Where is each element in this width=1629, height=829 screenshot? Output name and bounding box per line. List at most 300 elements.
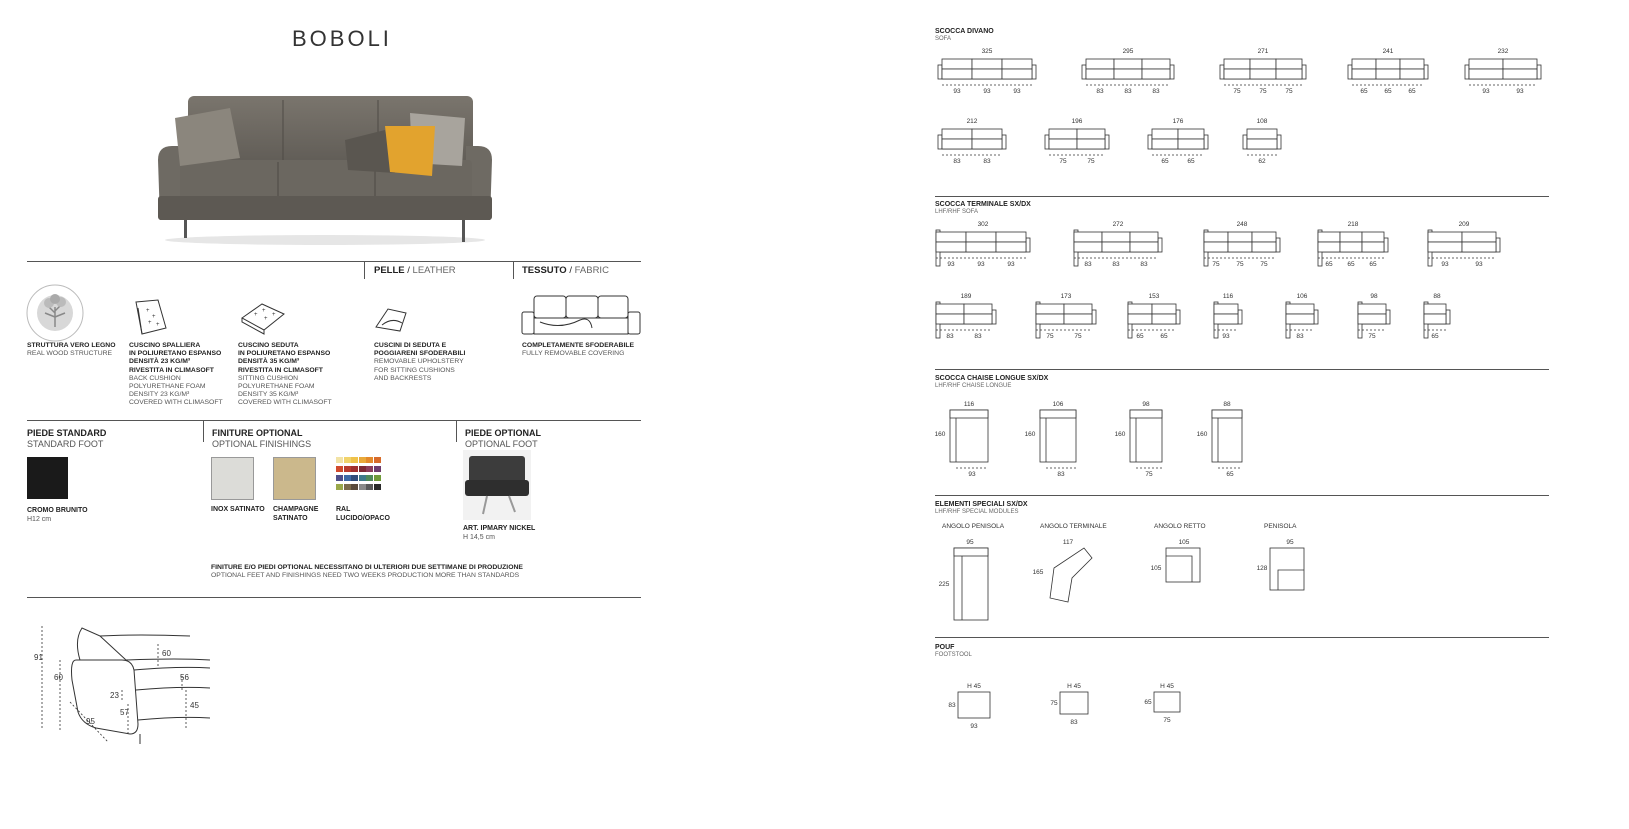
back-cushion: [964, 304, 992, 314]
pouf-height-label: H 45: [1067, 683, 1081, 690]
seat-cushion: [1318, 242, 1340, 252]
seat-cushion: [936, 242, 966, 252]
back-cushion: [1128, 304, 1152, 314]
module-seat-width: 75: [1233, 88, 1241, 95]
armrest: [1465, 65, 1469, 79]
ral-color-chip: [374, 457, 381, 463]
back-cushion: [966, 232, 996, 242]
seat-cushion: [1340, 242, 1362, 252]
module-width-label: 98: [1370, 293, 1378, 300]
module-drawing: [1358, 293, 1390, 340]
back-cushion: [936, 232, 966, 242]
seat-cushion: [1424, 314, 1446, 324]
product-title: BOBOLI: [292, 26, 392, 51]
back-cushion: [942, 129, 972, 139]
ral-color-chip: [374, 475, 381, 481]
armrest: [1537, 65, 1541, 79]
armrest: [1105, 135, 1109, 149]
production-note: FINITURE E/O PIEDI OPTIONAL NECESSITANO DI ULTERIORI DUE SETTIMANE DI PRODUZIONE OPTIONAL FEET AND FINISHINGS NEED TWO WEEKS PRODUCTION MORE THAN STANDARDS: [211, 564, 523, 579]
seat-cushion: [1152, 314, 1176, 324]
module-seat-width: 65: [1408, 88, 1416, 95]
seat-cushion: [964, 314, 992, 324]
module-seat-width: 93: [1222, 333, 1230, 340]
seat-cushion: [972, 139, 1002, 149]
pouf-width-label: 93: [970, 723, 978, 730]
chaise-width-label: 106: [1052, 401, 1064, 408]
seat-cushion: [1049, 139, 1077, 149]
seat-cushion: [1469, 69, 1503, 79]
back-cushion: [1036, 304, 1064, 314]
feature-fully-removable: COMPLETAMENTE SFODERABILE FULLY REMOVABLE COVERING: [522, 342, 635, 358]
back-cushion: [1152, 304, 1176, 314]
module-seat-width: 83: [1084, 261, 1092, 268]
section-terminal-header: SCOCCA TERMINALE SX/DX LHF/RHF SOFA: [935, 201, 1031, 215]
module-seat-width: 83: [1152, 88, 1160, 95]
dim-seat-depth: 56: [180, 673, 189, 682]
seat-cushion: [1352, 69, 1376, 79]
special-module-drawing: [1033, 523, 1108, 602]
svg-text:+: +: [148, 320, 152, 326]
module-seat-width: 93: [1482, 88, 1490, 95]
chaise-modules-drawings: [930, 396, 1550, 488]
svg-text:+: +: [156, 322, 160, 328]
module-seat-width: 75: [1087, 158, 1095, 165]
sofa-profile-drawing: [30, 620, 220, 745]
foot-standard-header: PIEDE STANDARD STANDARD FOOT: [27, 428, 107, 449]
module-seat-width: 83: [1140, 261, 1148, 268]
module-width-label: 212: [966, 118, 978, 125]
module-seat-width: 93: [1441, 261, 1449, 268]
foot-standard-caption: CROMO BRUNITO H12 cm: [27, 507, 88, 523]
module-seat-width: 93: [1516, 88, 1524, 95]
svg-text:+: +: [146, 308, 150, 314]
seat-cushion: [1428, 242, 1462, 252]
special-module-name: ANGOLO RETTO: [1154, 523, 1206, 530]
seat-cushion-icon: [238, 300, 288, 336]
chaise-width-label: 98: [1142, 401, 1150, 408]
seat-cushion: [1250, 69, 1276, 79]
module-width-label: 153: [1148, 293, 1160, 300]
seat-cushion: [1224, 69, 1250, 79]
ral-color-chip: [344, 484, 351, 490]
module-shape: [954, 548, 988, 620]
seat-cushion: [1462, 242, 1496, 252]
armrest: [1092, 310, 1096, 324]
seat-cushion: [1252, 242, 1276, 252]
module-seat-width: 93: [983, 88, 991, 95]
cover-fabric: TESSUTO / FABRIC: [522, 265, 609, 276]
module-width-label: 295: [1122, 48, 1134, 55]
armrest: [938, 135, 942, 149]
back-cushion: [1224, 59, 1250, 69]
back-cushion: [1469, 59, 1503, 69]
chaise-seat-width: 75: [1145, 471, 1153, 478]
armrest: [1446, 310, 1450, 324]
module-seat-width: 93: [1475, 261, 1483, 268]
module-drawing: [1082, 48, 1174, 95]
chaise-seat-width: 93: [968, 471, 976, 478]
module-width-label: 218: [1347, 221, 1359, 228]
dim-inner: 57: [120, 708, 129, 717]
module-seat-width: 83: [946, 333, 954, 340]
back-cushion: [1252, 232, 1276, 242]
armrest: [1045, 135, 1049, 149]
module-drawing: [1148, 118, 1208, 165]
ral-color-chip: [336, 466, 343, 472]
ral-color-chip: [374, 484, 381, 490]
foot-optional-caption: ART. IPMARY NICKEL H 14,5 cm: [463, 525, 536, 541]
module-drawing: [1424, 293, 1450, 340]
module-seat-width: 65: [1384, 88, 1392, 95]
back-cushion: [1074, 232, 1102, 242]
section-sofa-header: SCOCCA DIVANO SOFA: [935, 28, 994, 42]
ral-color-chip: [344, 466, 351, 472]
armrest: [1243, 135, 1247, 149]
module-seat-width: 75: [1368, 333, 1376, 340]
back-cushion: [1214, 304, 1238, 314]
pouf-drawing: [1144, 683, 1180, 724]
ral-color-chip: [344, 457, 351, 463]
module-shape: [1050, 548, 1092, 602]
finish-ral-caption: RAL LUCIDO/OPACO: [336, 506, 390, 522]
chaise-width-label: 88: [1223, 401, 1231, 408]
pouf-shape: [958, 692, 990, 718]
module-width-label: 272: [1112, 221, 1124, 228]
armrest: [992, 310, 996, 324]
ral-color-chip: [351, 457, 358, 463]
module-width-label: 196: [1071, 118, 1083, 125]
module-drawing: [1045, 118, 1109, 165]
module-seat-width: 83: [974, 333, 982, 340]
armrest: [1026, 238, 1030, 252]
seat-cushion: [1128, 314, 1152, 324]
cover-leather: PELLE / LEATHER: [374, 265, 456, 276]
module-seat-width: 75: [1074, 333, 1082, 340]
armrest: [1170, 65, 1174, 79]
ral-color-chip: [359, 457, 366, 463]
foot-optional-header: PIEDE OPTIONAL OPTIONAL FOOT: [465, 428, 542, 449]
special-modules-drawings: [930, 518, 1550, 628]
armrest: [1424, 65, 1428, 79]
svg-text:+: +: [272, 312, 276, 318]
back-cushion: [1362, 232, 1384, 242]
module-seat-width: 93: [947, 261, 955, 268]
seat-cushion: [1214, 314, 1238, 324]
back-cushion: [1428, 232, 1462, 242]
svg-text:+: +: [254, 312, 258, 318]
module-seat-width: 65: [1160, 333, 1168, 340]
section-chaise-header: SCOCCA CHAISE LONGUE SX/DX LHF/RHF CHAISE LONGUE: [935, 375, 1049, 389]
module-drawing: [1318, 221, 1388, 268]
module-seat-width: 65: [1360, 88, 1368, 95]
module-drawing: [1220, 48, 1306, 95]
seat-cushion: [942, 69, 972, 79]
ral-color-chip: [366, 475, 373, 481]
module-width-label: 173: [1060, 293, 1072, 300]
seat-cushion: [996, 242, 1026, 252]
back-cushion: [1247, 129, 1277, 139]
armrest: [1386, 310, 1390, 324]
module-width-label: 248: [1236, 221, 1248, 228]
module-seat-width: 83: [983, 158, 991, 165]
module-seat-width: 65: [1431, 333, 1439, 340]
chaise-drawing: [935, 401, 988, 478]
seat-cushion: [1114, 69, 1142, 79]
back-cushion: [1276, 59, 1302, 69]
armrest: [1276, 238, 1280, 252]
back-cushion: [1358, 304, 1386, 314]
back-cushion: [1114, 59, 1142, 69]
back-cushion: [1400, 59, 1424, 69]
feature-wood-structure: STRUTTURA VERO LEGNO REAL WOOD STRUCTURE: [27, 342, 116, 358]
back-cushion: [1086, 59, 1114, 69]
armrest: [1204, 135, 1208, 149]
back-cushion: [1204, 232, 1228, 242]
module-drawing: [1074, 221, 1162, 268]
removable-sofa-icon: [520, 294, 642, 338]
pouf-width-label: 75: [1163, 717, 1171, 724]
swatch-cromo-brunito: [27, 457, 68, 499]
module-seat-width: 83: [1296, 333, 1304, 340]
module-seat-width: 93: [1013, 88, 1021, 95]
back-cushion: [996, 232, 1026, 242]
back-cushion: [1503, 59, 1537, 69]
module-seat-width: 75: [1059, 158, 1067, 165]
ral-color-chip: [359, 484, 366, 490]
finishes-header: FINITURE OPTIONAL OPTIONAL FINISHINGS: [212, 428, 312, 449]
ral-color-chip: [366, 466, 373, 472]
removable-cushion-icon: [372, 303, 412, 335]
ral-color-chip: [336, 475, 343, 481]
special-module-drawing: [1257, 523, 1304, 590]
chaise-seat-width: 65: [1226, 471, 1234, 478]
back-cushion: [1130, 232, 1158, 242]
optional-foot-photo: [463, 450, 531, 520]
special-module-drawing: [939, 523, 1005, 620]
module-width-label: 302: [977, 221, 989, 228]
module-seat-width: 75: [1259, 88, 1267, 95]
seat-cushion: [1152, 139, 1178, 149]
ral-color-chip: [359, 466, 366, 472]
pouf-drawing: [948, 683, 990, 730]
ral-color-chip: [366, 457, 373, 463]
chaise-back: [1040, 410, 1076, 418]
back-cushion: [972, 129, 1002, 139]
armrest: [1384, 238, 1388, 252]
module-seat-width: 65: [1136, 333, 1144, 340]
svg-text:+: +: [152, 314, 156, 320]
module-drawing: [1036, 293, 1096, 340]
seat-cushion: [972, 69, 1002, 79]
ral-color-chip: [366, 484, 373, 490]
dim-depth: 95: [86, 717, 95, 726]
module-seat-width: 62: [1258, 158, 1266, 165]
armrest: [1314, 310, 1318, 324]
chaise-seat-width: 83: [1057, 471, 1065, 478]
special-depth-label: 225: [938, 581, 950, 588]
module-drawing: [1204, 221, 1280, 268]
module-drawing: [1214, 293, 1242, 340]
module-seat-width: 93: [977, 261, 985, 268]
pouf-height-label: H 45: [1160, 683, 1174, 690]
module-drawing: [1128, 293, 1180, 340]
seat-cushion: [1142, 69, 1170, 79]
module-seat-width: 83: [953, 158, 961, 165]
special-depth-label: 105: [1150, 565, 1162, 572]
back-cushion: [1152, 129, 1178, 139]
module-width-label: 271: [1257, 48, 1269, 55]
seat-cushion: [1178, 139, 1204, 149]
module-width-label: 108: [1256, 118, 1268, 125]
chaise-depth-label: 160: [1114, 431, 1126, 438]
module-seat-width: 65: [1369, 261, 1377, 268]
back-cushion: [1102, 232, 1130, 242]
ral-color-chip: [336, 484, 343, 490]
seat-cushion: [942, 139, 972, 149]
armrest: [1277, 135, 1281, 149]
back-cushion: [1228, 232, 1252, 242]
swatch-champagne-satinato: [273, 457, 316, 500]
seat-cushion: [1036, 314, 1064, 324]
module-drawing: [1465, 48, 1541, 95]
module-drawing: [938, 48, 1036, 95]
chaise-back: [1130, 410, 1162, 418]
module-seat-width: 75: [1046, 333, 1054, 340]
armrest: [1348, 65, 1352, 79]
pouf-shape: [1154, 692, 1180, 712]
module-seat-width: 83: [1112, 261, 1120, 268]
dim-arm-width: 23: [110, 691, 119, 700]
seat-cushion: [1358, 314, 1386, 324]
special-module-drawing: [1151, 523, 1206, 582]
special-depth-label: 128: [1256, 565, 1268, 572]
back-cushion: [1318, 232, 1340, 242]
armrest: [1148, 135, 1152, 149]
finish-inox-caption: INOX SATINATO: [211, 506, 265, 513]
ral-color-chip: [344, 475, 351, 481]
special-module-name: ANGOLO PENISOLA: [942, 523, 1005, 530]
chaise-drawing: [1025, 401, 1076, 478]
back-cushion: [1178, 129, 1204, 139]
dim-seat-height: 45: [190, 701, 199, 710]
ral-color-chip: [351, 475, 358, 481]
armrest: [1176, 310, 1180, 324]
module-shape: [1270, 548, 1304, 590]
module-shape: [1166, 548, 1200, 582]
swatch-ral-grid: [336, 457, 380, 501]
seat-cushion: [1074, 242, 1102, 252]
chaise-depth-label: 160: [1196, 431, 1208, 438]
seat-cushion: [1204, 242, 1228, 252]
module-seat-width: 75: [1236, 261, 1244, 268]
armrest: [1082, 65, 1086, 79]
module-width-label: 176: [1172, 118, 1184, 125]
chaise-back: [1212, 410, 1242, 418]
special-width-label: 105: [1178, 539, 1190, 546]
armrest: [1158, 238, 1162, 252]
seat-cushion: [936, 314, 964, 324]
terminal-modules-drawings: [930, 216, 1550, 356]
seat-cushion: [1228, 242, 1252, 252]
seat-cushion: [1503, 69, 1537, 79]
chaise-width-label: 116: [963, 401, 975, 408]
armrest: [1238, 310, 1242, 324]
chaise-back: [950, 410, 988, 418]
module-seat-width: 93: [1007, 261, 1015, 268]
dim-total-height: 91: [34, 653, 43, 662]
feature-removable-cushions: CUSCINI DI SEDUTA E POGGIARENI SFODERABILI REMOVABLE UPHOLSTERY FOR SITTING CUSHIONS AND BACKRESTS: [374, 342, 466, 382]
back-cushion: [1340, 232, 1362, 242]
svg-text:+: +: [264, 316, 268, 322]
armrest: [1220, 65, 1224, 79]
back-cushion: [1462, 232, 1496, 242]
ral-color-chip: [374, 466, 381, 472]
module-seat-width: 65: [1187, 158, 1195, 165]
back-cushion: [1376, 59, 1400, 69]
module-seat-width: 93: [953, 88, 961, 95]
back-cushion: [1064, 304, 1092, 314]
dim-back-height: 60: [162, 649, 171, 658]
back-cushion: [1077, 129, 1105, 139]
pouf-height-label: H 45: [967, 683, 981, 690]
module-drawing: [1428, 221, 1500, 268]
module-back: [954, 548, 988, 556]
special-width-label: 95: [966, 539, 974, 546]
module-drawing: [1243, 118, 1281, 165]
back-cushion: [936, 304, 964, 314]
seat-cushion: [1064, 314, 1092, 324]
pouf-depth-label: 83: [948, 702, 956, 709]
pouf-drawing: [1050, 683, 1088, 726]
seat-cushion: [1247, 139, 1277, 149]
module-seat-width: 65: [1325, 261, 1333, 268]
module-width-label: 116: [1222, 293, 1234, 300]
seat-cushion: [1130, 242, 1158, 252]
module-seat-width: 75: [1285, 88, 1293, 95]
back-cushion: [1002, 59, 1032, 69]
chaise-drawing: [1115, 401, 1162, 478]
back-cushion: [1352, 59, 1376, 69]
back-cushion: [1142, 59, 1170, 69]
seat-cushion: [1400, 69, 1424, 79]
svg-text:+: +: [262, 308, 266, 314]
seat-cushion: [966, 242, 996, 252]
dim-arm-height: 60: [54, 673, 63, 682]
seat-cushion: [1077, 139, 1105, 149]
feature-seat-cushion: CUSCINO SEDUTA IN POLIURETANO ESPANSO DENSITÀ 35 KG/M³ RIVESTITA IN CLIMASOFT SITTING CUSHION POLYURETHANE FOAM DENSITY 35 KG/M³ COVERED WITH CLIMASOFT: [238, 342, 332, 407]
module-seat-width: 65: [1161, 158, 1169, 165]
back-cushion: [942, 59, 972, 69]
section-special-header: ELEMENTI SPECIALI SX/DX LHF/RHF SPECIAL MODULES: [935, 501, 1028, 515]
module-drawing: [936, 221, 1030, 268]
module-drawing: [938, 118, 1006, 165]
seat-cushion: [1286, 314, 1314, 324]
special-module-name: PENISOLA: [1264, 523, 1297, 530]
back-cushion: [1286, 304, 1314, 314]
ral-color-chip: [336, 457, 343, 463]
armrest: [1032, 65, 1036, 79]
feature-back-cushion: CUSCINO SPALLIERA IN POLIURETANO ESPANSO DENSITÀ 23 KG/M³ RIVESTITA IN CLIMASOFT BACK CUSHION POLYURETHANE FOAM DENSITY 23 KG/M³ COVERED WITH CLIMASOFT: [129, 342, 223, 407]
module-drawing: [1286, 293, 1318, 340]
pouf-depth-label: 75: [1050, 700, 1058, 707]
armrest: [1302, 65, 1306, 79]
pouf-drawings: [930, 678, 1550, 738]
module-seat-width: 75: [1260, 261, 1268, 268]
back-cushion-icon: [130, 298, 170, 338]
module-seat-width: 83: [1124, 88, 1132, 95]
armrest: [1002, 135, 1006, 149]
pouf-shape: [1060, 692, 1088, 714]
